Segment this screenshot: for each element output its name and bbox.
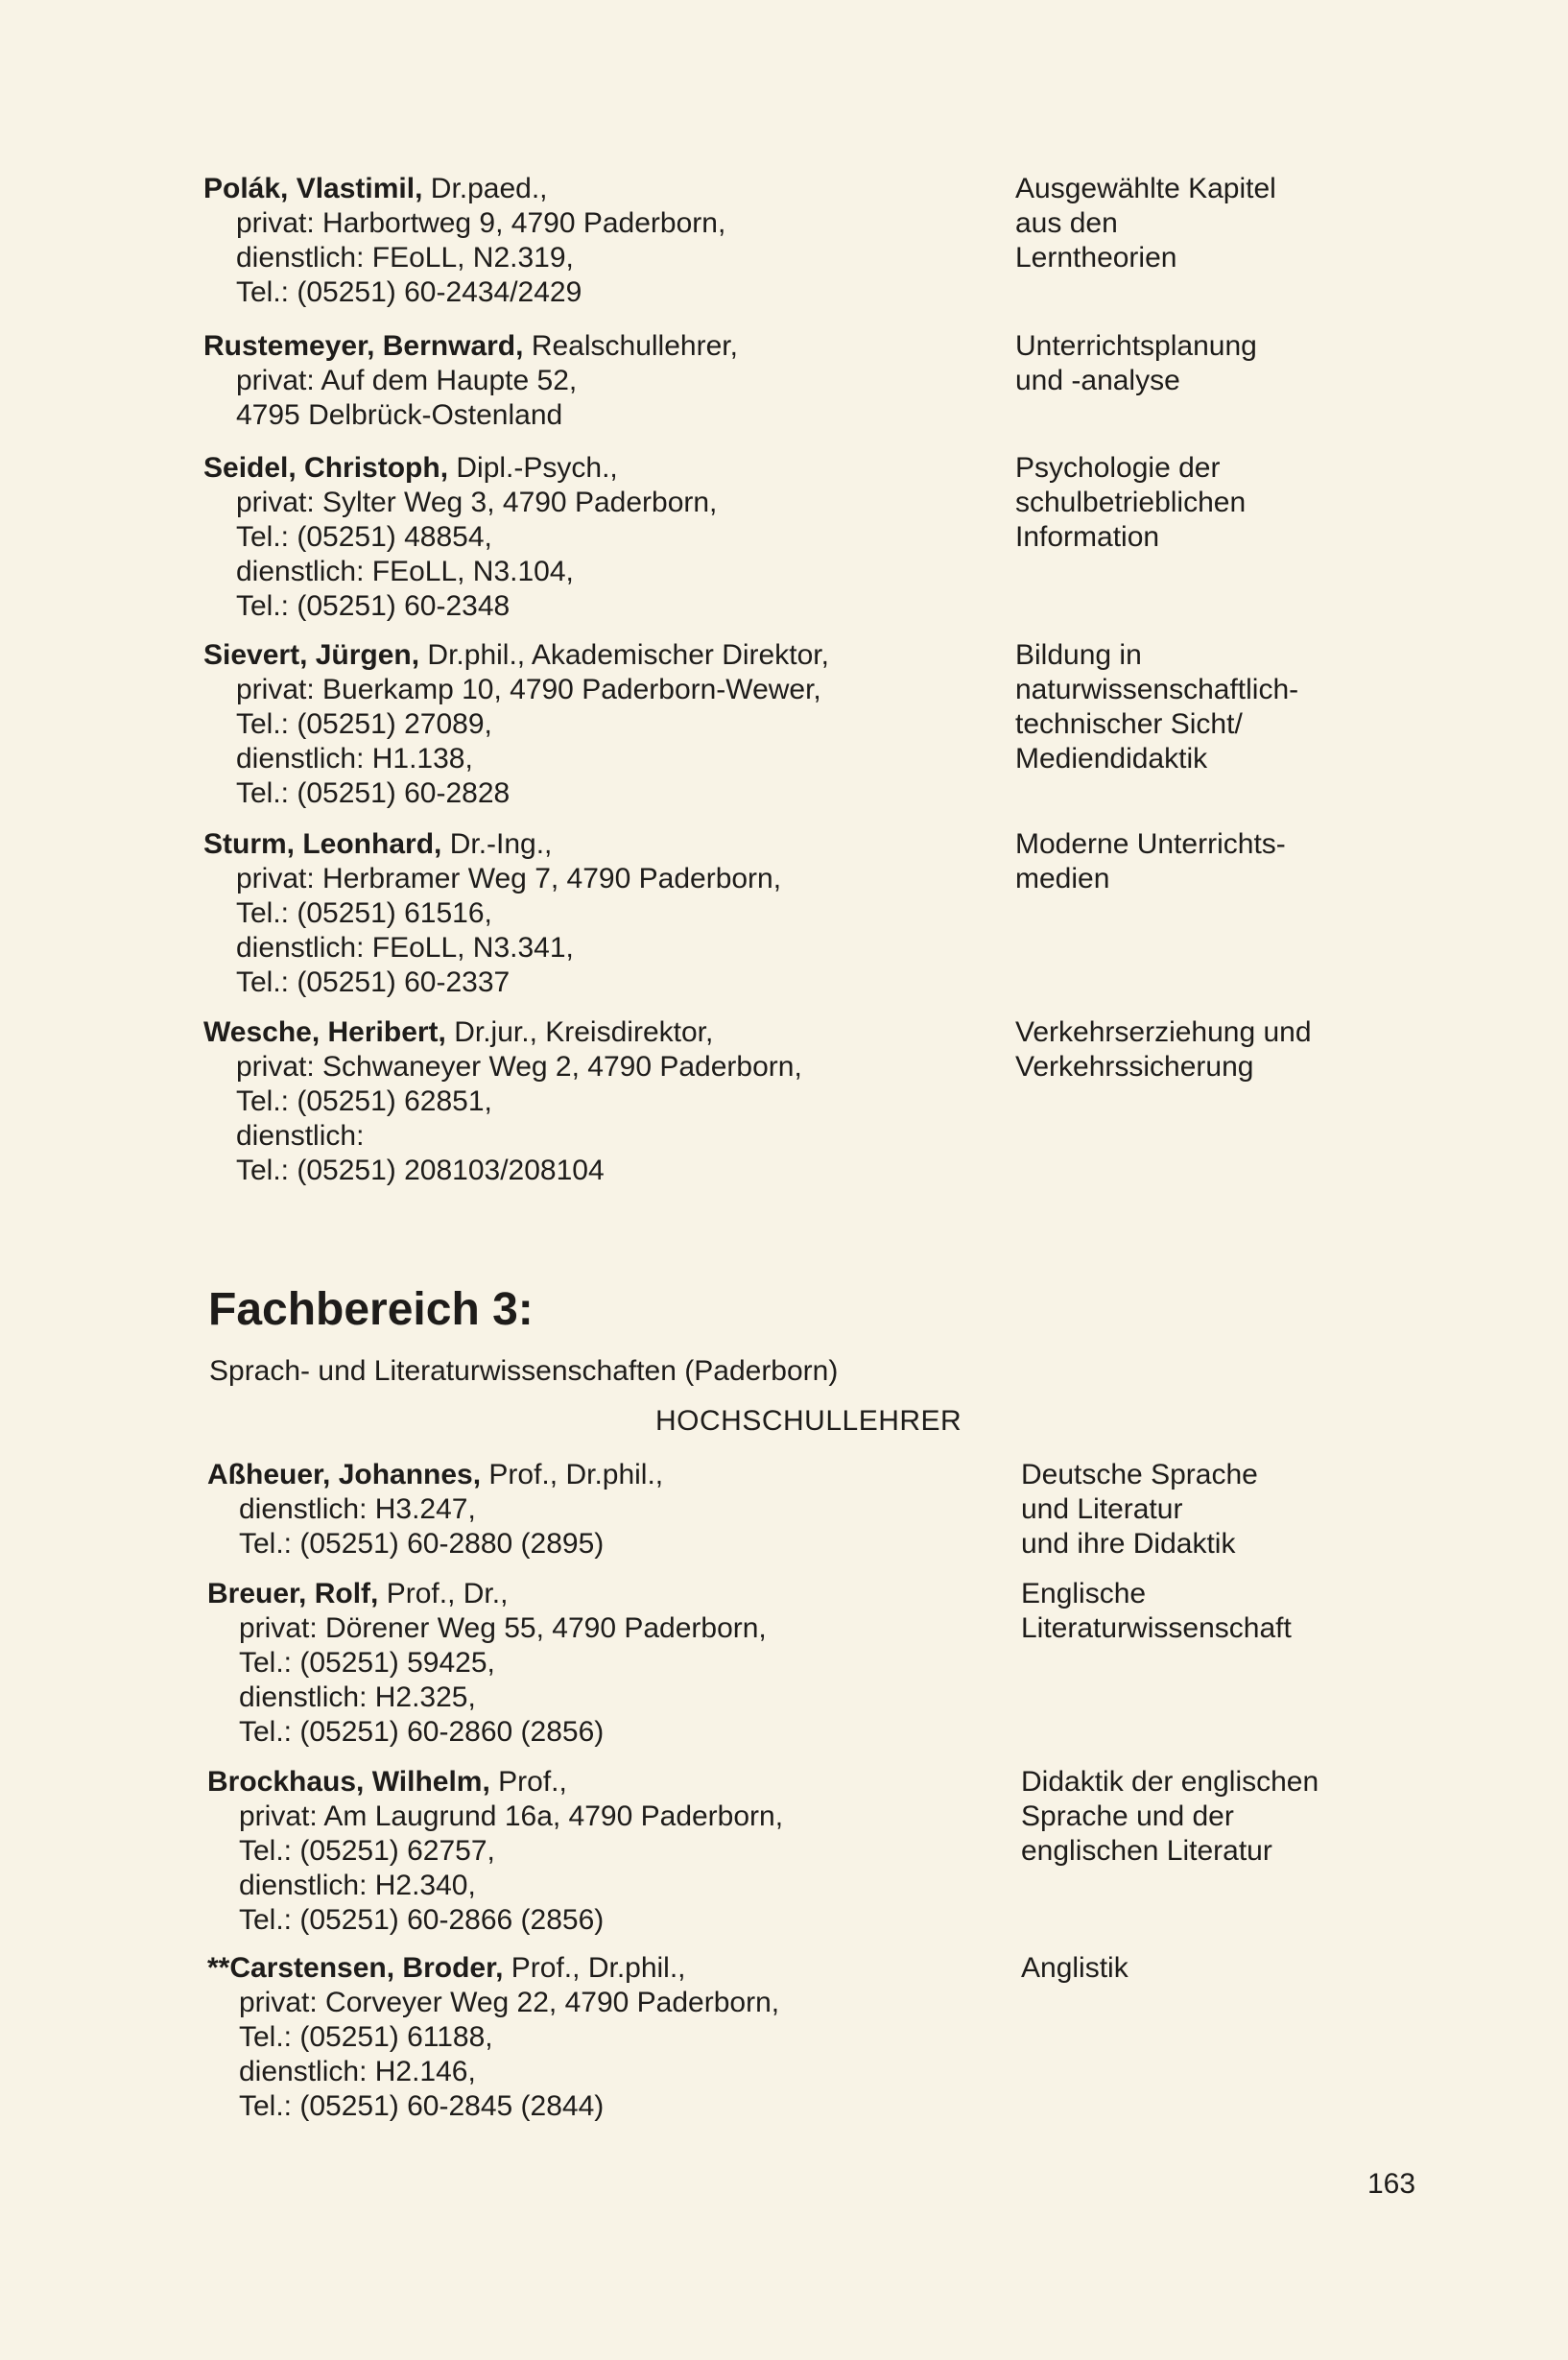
phone-line: Tel.: (05251) 60-2860 (2856) [239, 1716, 605, 1748]
phone-line: Tel.: (05251) 60-2866 (2856) [239, 1904, 605, 1936]
subject-line: naturwissenschaftlich- [1015, 674, 1299, 705]
phone-line: Tel.: (05251) 208103/208104 [236, 1155, 605, 1186]
subject-line: Lerntheorien [1015, 242, 1177, 274]
subject-line: Ausgewählte Kapitel [1015, 173, 1276, 204]
office-line: dienstlich: FEoLL, N2.319, [236, 242, 574, 274]
address-line: privat: Auf dem Haupte 52, [236, 365, 578, 396]
office-line: dienstlich: H2.325, [239, 1681, 476, 1713]
subject-line: und -analyse [1015, 365, 1180, 396]
phone-line: Tel.: (05251) 61516, [236, 897, 492, 929]
phone-line: Tel.: (05251) 60-2434/2429 [236, 276, 582, 308]
section-subheading: Sprach- und Literaturwissenschaften (Paderborn) [209, 1355, 839, 1387]
phone-line: Tel.: (05251) 62851, [236, 1085, 492, 1117]
address-line: privat: Sylter Weg 3, 4790 Paderborn, [236, 487, 718, 518]
staff-name: Wesche, Heribert, Dr.jur., Kreisdirektor, [203, 1016, 714, 1048]
address-line: privat: Schwaneyer Weg 2, 4790 Paderborn, [236, 1051, 802, 1083]
subject-line: schulbetrieblichen [1015, 487, 1247, 518]
staff-name: Sturm, Leonhard, Dr.-Ing., [203, 828, 553, 860]
page-number: 163 [1367, 2168, 1416, 2200]
staff-name: Brockhaus, Wilhelm, Prof., [207, 1766, 567, 1798]
subject-line: Literaturwissenschaft [1021, 1612, 1292, 1644]
phone-line: Tel.: (05251) 48854, [236, 521, 492, 553]
subject-line: englischen Literatur [1021, 1835, 1272, 1867]
staff-name: Polák, Vlastimil, Dr.paed., [203, 173, 548, 204]
staff-name: **Carstensen, Broder, Prof., Dr.phil., [207, 1952, 686, 1984]
office-line: dienstlich: H3.247, [239, 1493, 476, 1525]
phone-line: Tel.: (05251) 59425, [239, 1647, 495, 1679]
subject-line: Deutsche Sprache [1021, 1459, 1258, 1490]
subject-line: Moderne Unterrichts- [1015, 828, 1286, 860]
office-line: dienstlich: [236, 1120, 365, 1152]
phone-line: Tel.: (05251) 61188, [239, 2021, 493, 2053]
subject-line: technischer Sicht/ [1015, 708, 1243, 740]
subject-line: Didaktik der englischen [1021, 1766, 1319, 1798]
staff-name: Rustemeyer, Bernward, Realschullehrer, [203, 330, 738, 362]
staff-name: Sievert, Jürgen, Dr.phil., Akademischer Direktor, [203, 639, 829, 671]
phone-line: Tel.: (05251) 62757, [239, 1835, 495, 1867]
office-line: dienstlich: FEoLL, N3.341, [236, 932, 574, 964]
office-line: dienstlich: H1.138, [236, 743, 473, 775]
address-line: privat: Herbramer Weg 7, 4790 Paderborn, [236, 863, 782, 894]
subject-line: Anglistik [1021, 1952, 1128, 1984]
staff-name: Seidel, Christoph, Dipl.-Psych., [203, 452, 618, 484]
staff-name: Aßheuer, Johannes, Prof., Dr.phil., [207, 1459, 664, 1490]
phone-line: Tel.: (05251) 27089, [236, 708, 492, 740]
group-caption: HOCHSCHULLEHRER [655, 1405, 962, 1437]
subject-line: Verkehrserziehung und [1015, 1016, 1312, 1048]
address-line: privat: Harbortweg 9, 4790 Paderborn, [236, 207, 726, 239]
phone-line: Tel.: (05251) 60-2828 [236, 777, 511, 809]
phone-line: Tel.: (05251) 60-2348 [236, 590, 511, 622]
address-line: privat: Corveyer Weg 22, 4790 Paderborn, [239, 1987, 780, 2018]
subject-line: aus den [1015, 207, 1118, 239]
subject-line: medien [1015, 863, 1110, 894]
subject-line: Verkehrssicherung [1015, 1051, 1254, 1083]
address-line: 4795 Delbrück-Ostenland [236, 399, 563, 431]
subject-line: Psychologie der [1015, 452, 1221, 484]
staff-name: Breuer, Rolf, Prof., Dr., [207, 1578, 509, 1609]
phone-line: Tel.: (05251) 60-2337 [236, 966, 511, 998]
subject-line: und ihre Didaktik [1021, 1528, 1236, 1560]
subject-line: Mediendidaktik [1015, 743, 1208, 775]
office-line: dienstlich: FEoLL, N3.104, [236, 556, 574, 587]
phone-line: Tel.: (05251) 60-2880 (2895) [239, 1528, 605, 1560]
subject-line: Sprache und der [1021, 1800, 1234, 1832]
subject-line: Englische [1021, 1578, 1147, 1609]
subject-line: Unterrichtsplanung [1015, 330, 1257, 362]
address-line: privat: Dörener Weg 55, 4790 Paderborn, [239, 1612, 767, 1644]
phone-line: Tel.: (05251) 60-2845 (2844) [239, 2090, 605, 2122]
subject-line: Bildung in [1015, 639, 1142, 671]
address-line: privat: Buerkamp 10, 4790 Paderborn-Wewer, [236, 674, 821, 705]
section-heading: Fachbereich 3: [208, 1284, 534, 1335]
office-line: dienstlich: H2.340, [239, 1870, 476, 1901]
address-line: privat: Am Laugrund 16a, 4790 Paderborn, [239, 1800, 784, 1832]
office-line: dienstlich: H2.146, [239, 2056, 476, 2087]
subject-line: und Literatur [1021, 1493, 1183, 1525]
subject-line: Information [1015, 521, 1160, 553]
